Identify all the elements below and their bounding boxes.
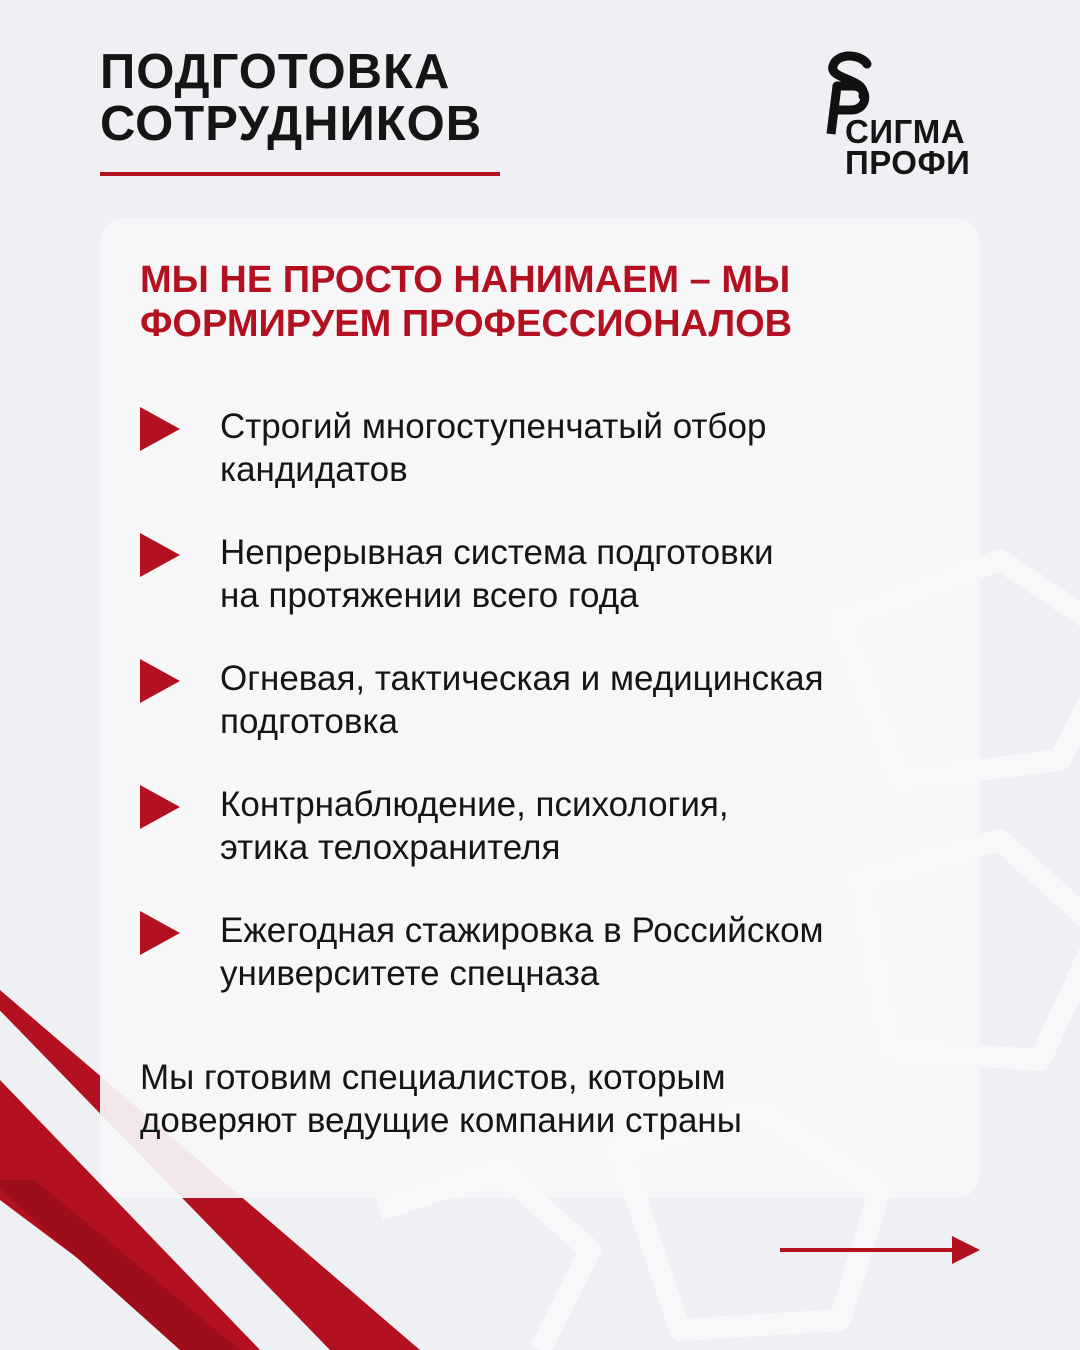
feature-line2: этика телохранителя <box>220 828 561 867</box>
logo-line2: ПРОФИ <box>845 144 971 181</box>
page-title-line2: СОТРУДНИКОВ <box>100 97 483 151</box>
closing-text <box>140 1056 742 1142</box>
triangle-bullet-icon <box>140 533 180 577</box>
feature-text <box>220 531 960 617</box>
feature-line2: университете спецназа <box>220 954 600 993</box>
list-item <box>140 657 960 783</box>
feature-line2: кандидатов <box>220 450 408 489</box>
card-heading <box>140 258 792 346</box>
list-item <box>140 531 960 657</box>
triangle-bullet-icon <box>140 659 180 703</box>
page-title-line1: ПОДГОТОВКА <box>100 45 451 99</box>
list-item <box>140 783 960 909</box>
feature-line2: подготовка <box>220 702 399 741</box>
arrow-right-icon[interactable] <box>780 1234 980 1266</box>
list-item <box>140 405 960 531</box>
feature-list <box>140 405 960 1035</box>
feature-line1: Контрнаблюдение, психология, <box>220 785 729 824</box>
feature-line1: Строгий многоступенчатый отбор <box>220 407 767 446</box>
triangle-bullet-icon <box>140 785 180 829</box>
closing-line1: Мы готовим специалистов, которым <box>140 1058 726 1097</box>
list-item <box>140 909 960 1035</box>
closing-line2: доверяют ведущие компании страны <box>140 1101 742 1140</box>
page-title <box>100 46 482 150</box>
feature-line1: Непрерывная система подготовки <box>220 533 774 572</box>
card-heading-line2: ФОРМИРУЕМ ПРОФЕССИОНАЛОВ <box>140 303 793 345</box>
feature-text <box>220 657 960 743</box>
feature-text <box>220 909 960 995</box>
title-underline <box>100 172 500 176</box>
triangle-bullet-icon <box>140 407 180 451</box>
feature-text <box>220 783 960 869</box>
logo-line1: СИГМА <box>845 113 966 150</box>
triangle-bullet-icon <box>140 911 180 955</box>
card-heading-line1: МЫ НЕ ПРОСТО НАНИМАЕМ – МЫ <box>140 259 791 301</box>
feature-line1: Ежегодная стажировка в Российском <box>220 911 824 950</box>
feature-text <box>220 405 960 491</box>
feature-line2: на протяжении всего года <box>220 576 639 615</box>
feature-line1: Огневая, тактическая и медицинская <box>220 659 824 698</box>
brand-logo <box>815 48 990 183</box>
